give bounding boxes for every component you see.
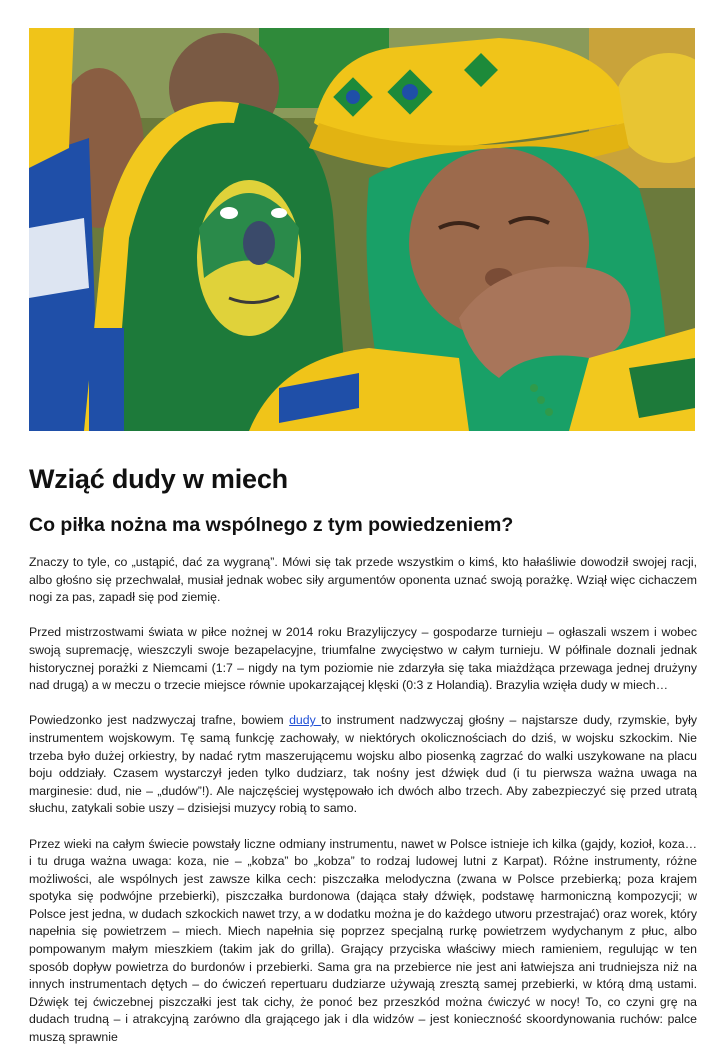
paragraph-3	[29, 712, 697, 818]
hero-image	[29, 28, 695, 431]
article-subtitle: Co piłka nożna ma wspólnego z tym powiedzeniem?	[29, 514, 514, 536]
paragraph-3-start: Powiedzonko jest nadzwyczaj trafne, bowiem	[29, 713, 290, 728]
article-title: Wziąć dudy w miech	[29, 464, 288, 494]
paragraph-4: Przez wieki na całym świecie powstały liczne odmiany instrumentu, nawet w Polsce istnieje ich kilka (gajdy, kozioł, koza… i tu druga ważna uwaga: koza, nie – „kobza” bo „kobza” to rodzaj ludowej lutni z Karpat). Różne instrumenty, różne możliwości, ale wspólnych jest zawsze kilka cech: piszczałka melodyczna (zwana w Polsce przebierką; poza krajem spotyka się podwójne przebierki), piszczałka burdonowa (dająca stały dźwięk, podstawę harmoniczną kompozycji; w Polsce jest jedna, w dudach szkockich nawet trzy, a w dodatku można je do każdego utworu przestrajać) oraz worek, który napełnia się powietrzem – miech. Miech napełnia się poprzez specjalną rurkę powietrzem wydychanym z płuc, albo pompowanym małym mieszkiem (takim jak do grilla). Grający przyciska właściwy miech ramieniem, regulując w ten sposób dopływ powietrza do burdonów i przebierki. Sama gra na przebierce nie jest ani łatwiejsza ani trudniejsza niż na innych instrumentach dętych – do ćwiczeń repertuaru dudziarze używają zresztą samej przebierki, w którą dmą ustami. Dźwięk tej ćwiczebnej piszczałki jest tak cichy, że ponoć bez przeszkód można ćwiczyć w nocy! To, co czyni grę na dudach trudną – i atrakcyjną zarówno dla grającego jak i dla widzów – jest konieczność skoordynowania ruchów: palce muszą sprawnie	[29, 836, 697, 1045]
paragraph-1: Znaczy to tyle, co „ustąpić, dać za wygraną”. Mówi się tak przede wszystkim o kimś, kto hałaśliwie dowodził swojej racji, albo głośno się przechwalał, musiał jednak wobec siły argumentów oponenta uznać swoją porażkę. Wziął więc cichaczem nogi za pas, zapadł się pod ziemię.	[29, 555, 697, 605]
article-body	[29, 554, 697, 1064]
dudy-link[interactable]: dudy	[289, 713, 322, 728]
paragraph-3-rest: to instrument nadzwyczaj głośny – najstarsze dudy, rzymskie, były instrumentem wojskowym. Tę samą funkcję zachowały, w niektórych okolicznościach do dziś, w wojsku szkockim. Nie trzeba było dużej orkiestry, by nadać rytm maszerującemu wojsku albo piosenką zagrzać do walki uszykowane na placu boju oddziały. Czasem wystarczył jeden tylko dudziarz, tak nośny jest dźwięk dud (i tu pierwsza ważna uwaga na marginesie: dud, nie – „dudów”!). Ale najczęściej występowało ich dwóch albo trzech. Aby zabezpieczyć się przed utratą słuchu, zatykali sobie uszy – dzisiejsi muzycy robią to samo.	[29, 713, 697, 816]
brazil-fans-photo-illustration	[29, 28, 695, 431]
paragraph-2: Przed mistrzostwami świata w piłce nożnej w 2014 roku Brazylijczycy – gospodarze turnieju – ogłaszali wszem i wobec swoją supremację, wieszczyli swoje bezapelacyjne, triumfalne zwycięstwo w całym turnieju. W półfinale doznali jednak historycznej porażki z Niemcami (1:7 – nigdy na tym poziomie nie zdarzyła się taka miażdżąca przewaga jednej drużyny nad drugą) a w meczu o trzecie miejsce równie upokarzającej klęski (0:3 z Holandią). Brazylia wzięła dudy w miech…	[29, 625, 697, 693]
